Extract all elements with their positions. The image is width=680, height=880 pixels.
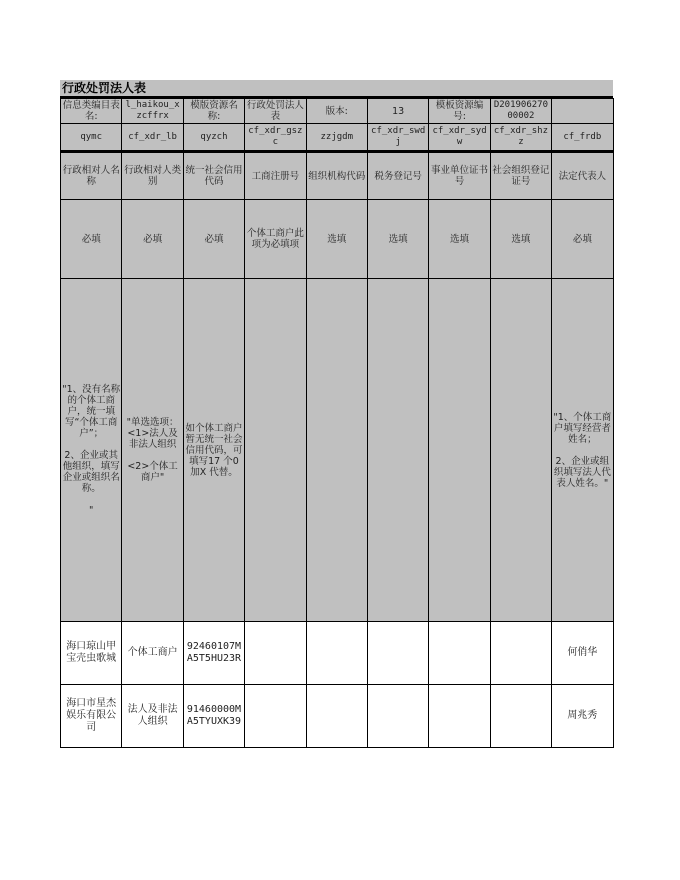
required-cell: 选填 [306,200,367,279]
table-cell [367,622,428,685]
table-cell [306,622,367,685]
data-table [60,98,614,748]
table-cell: 法人及非法人组织 [122,685,183,748]
table-cell [490,622,551,685]
required-cell: 必填 [183,200,244,279]
sheet-title: 行政处罚法人表 [60,80,613,98]
column-header-cell: 工商注册号 [245,152,306,200]
description-cell: "单选选项： <1>法人及非法人组织 <2>个体工商户" [122,279,183,622]
meta-row [61,99,614,124]
column-header-cell: 社会组织登记证号 [490,152,551,200]
required-cell: 选填 [367,200,428,279]
meta-cell: 模板资源编号: [429,99,490,124]
table-cell: 92460107MA5T5HU23R [183,622,244,685]
field-code-cell: cf_xdr_swdj [367,124,428,152]
column-header-cell: 税务登记号 [367,152,428,200]
column-header-row [61,152,614,200]
required-cell: 必填 [61,200,122,279]
required-cell: 必填 [552,200,613,279]
description-row [61,279,614,622]
table-row [61,622,614,685]
field-code-cell: qymc [61,124,122,152]
field-code-cell: zzjgdm [306,124,367,152]
table-cell [245,622,306,685]
field-code-cell: cf_xdr_shzz [490,124,551,152]
spreadsheet [60,80,613,748]
table-cell [429,685,490,748]
meta-cell: 版本: [306,99,367,124]
table-cell [490,685,551,748]
column-header-cell: 行政相对人名称 [61,152,122,200]
field-code-cell: cf_xdr_gszc [245,124,306,152]
table-cell [306,685,367,748]
table-cell: 海口琼山甲宝壳虫歌城 [61,622,122,685]
meta-cell: 行政处罚法人表 [245,99,306,124]
field-code-cell: cf_frdb [552,124,613,152]
meta-cell: D20190627000002 [490,99,551,124]
table-row [61,685,614,748]
meta-cell: 信息类编目表名: [61,99,122,124]
description-cell [367,279,428,622]
field-code-cell: cf_xdr_lb [122,124,183,152]
field-code-cell: cf_xdr_sydw [429,124,490,152]
description-cell [306,279,367,622]
meta-cell: l_haikou_xzcffrx [122,99,183,124]
table-cell: 91460000MA5TYUXK39 [183,685,244,748]
meta-cell: 模版资源名称: [183,99,244,124]
field-code-row [61,124,614,152]
column-header-cell: 法定代表人 [552,152,613,200]
required-cell: 选填 [490,200,551,279]
description-cell: 如个体工商户暂无统一社会信用代码，可填写17 个0 加X 代替。 [183,279,244,622]
column-header-cell: 行政相对人类别 [122,152,183,200]
description-cell [429,279,490,622]
table-cell [429,622,490,685]
table-cell: 何俏华 [552,622,613,685]
column-header-cell: 统一社会信用代码 [183,152,244,200]
column-header-cell: 事业单位证书号 [429,152,490,200]
field-code-cell: qyzch [183,124,244,152]
required-row [61,200,614,279]
required-cell: 选填 [429,200,490,279]
required-cell: 必填 [122,200,183,279]
table-cell [245,685,306,748]
description-cell [490,279,551,622]
table-cell [367,685,428,748]
description-cell [245,279,306,622]
description-cell: "1、个体工商户填写经营者姓名； 2、企业或组织填写法人代表人姓名。" [552,279,613,622]
required-cell: 个体工商户此项为必填项 [245,200,306,279]
table-cell: 海口市星杰娱乐有限公司 [61,685,122,748]
meta-cell [552,99,613,124]
description-cell: "1、没有名称的个体工商户，统一填写“个体工商户”； 2、企业或其他组织，填写企业或组织名称。 " [61,279,122,622]
table-cell: 个体工商户 [122,622,183,685]
meta-cell: 13 [367,99,428,124]
column-header-cell: 组织机构代码 [306,152,367,200]
table-cell: 周兆秀 [552,685,613,748]
